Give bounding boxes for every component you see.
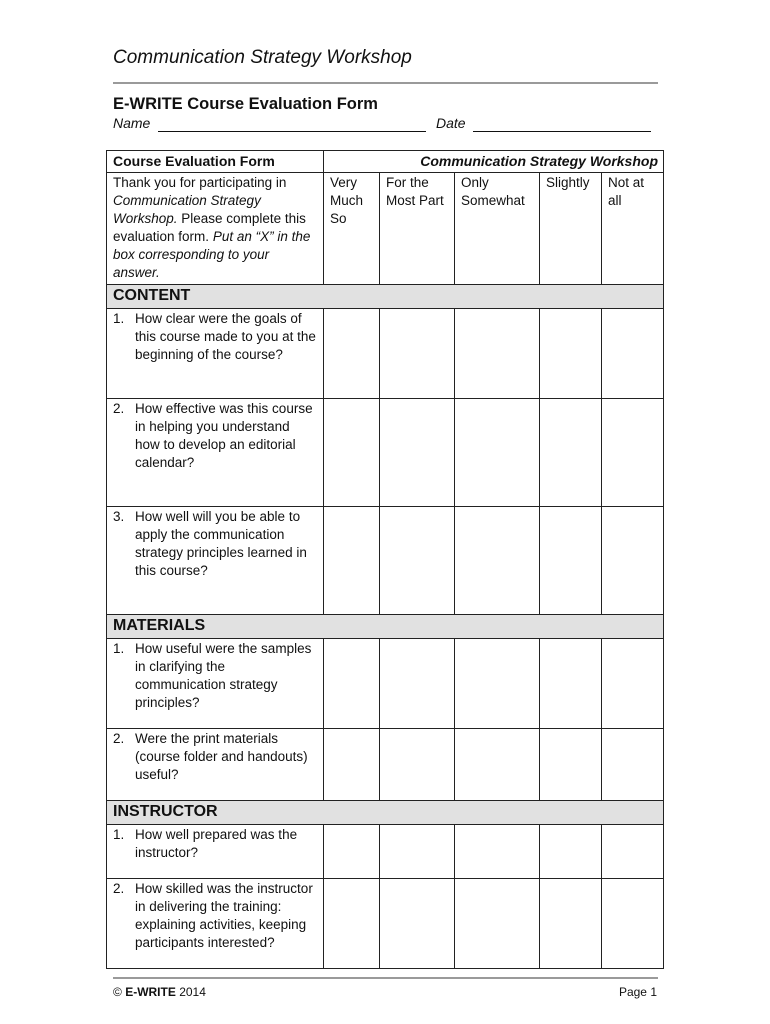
scale-very-much-so: Very Much So — [324, 173, 380, 285]
table-row — [107, 309, 664, 399]
answer-box[interactable] — [540, 729, 602, 801]
question-cell: 2. How effective was this course in helping you understand how to develop an editorial calendar? — [107, 399, 324, 507]
page-number: Page 1 — [618, 985, 657, 999]
answer-box[interactable] — [380, 399, 455, 507]
question-cell: 1. How useful were the samples in clarifying the communication strategy principles? — [107, 639, 324, 729]
answer-box[interactable] — [380, 309, 455, 399]
answer-box[interactable] — [380, 729, 455, 801]
table-row — [107, 507, 664, 615]
document-title: Communication Strategy Workshop — [113, 47, 412, 68]
answer-box[interactable] — [602, 309, 664, 399]
evaluation-table — [106, 150, 664, 969]
table-row — [107, 729, 664, 801]
table-row — [107, 825, 664, 879]
answer-box[interactable] — [455, 879, 540, 969]
question-cell: 2. How skilled was the instructor in delivering the training: explaining activities, keeping participants interested? — [107, 879, 324, 969]
scale-only-somewhat: Only Somewhat — [455, 173, 540, 285]
answer-box[interactable] — [602, 729, 664, 801]
answer-box[interactable] — [324, 507, 380, 615]
footer-copyright — [113, 985, 206, 999]
name-label: Name — [113, 115, 151, 131]
form-title: E-WRITE Course Evaluation Form — [113, 95, 378, 113]
answer-box[interactable] — [380, 825, 455, 879]
answer-box[interactable] — [324, 825, 380, 879]
copyright-symbol: © — [113, 985, 122, 999]
answer-box[interactable] — [540, 507, 602, 615]
answer-box[interactable] — [455, 309, 540, 399]
answer-box[interactable] — [455, 507, 540, 615]
answer-box[interactable] — [602, 399, 664, 507]
answer-box[interactable] — [455, 825, 540, 879]
answer-box[interactable] — [380, 639, 455, 729]
date-field[interactable] — [473, 131, 651, 132]
answer-box[interactable] — [602, 639, 664, 729]
answer-box[interactable] — [324, 399, 380, 507]
question-cell: 1. How clear were the goals of this course made to you at the beginning of the course? — [107, 309, 324, 399]
instructions: Thank you for participating in Communication Strategy Workshop. Please complete this evaluation form. Put an “X” in the box corresponding to your answer. — [107, 173, 324, 285]
scale-for-the-most-part: For the Most Part — [380, 173, 455, 285]
answer-box[interactable] — [380, 507, 455, 615]
answer-box[interactable] — [324, 879, 380, 969]
answer-box[interactable] — [324, 639, 380, 729]
answer-box[interactable] — [602, 825, 664, 879]
answer-box[interactable] — [455, 639, 540, 729]
footer-divider — [113, 977, 658, 979]
answer-box[interactable] — [455, 729, 540, 801]
answer-box[interactable] — [540, 879, 602, 969]
footer-brand: E-WRITE — [125, 985, 176, 999]
footer-year: 2014 — [179, 985, 206, 999]
answer-box[interactable] — [540, 399, 602, 507]
question-cell: 1. How well prepared was the instructor? — [107, 825, 324, 879]
answer-box[interactable] — [455, 399, 540, 507]
section-content-heading: CONTENT — [107, 285, 664, 309]
section-materials-heading: MATERIALS — [107, 615, 664, 639]
table-header-left: Course Evaluation Form — [107, 151, 324, 173]
question-cell: 3. How well will you be able to apply the communication strategy principles learned in this course? — [107, 507, 324, 615]
name-field[interactable] — [158, 131, 426, 132]
scale-not-at-all: Not at all — [602, 173, 664, 285]
answer-box[interactable] — [602, 507, 664, 615]
section-instructor-heading: INSTRUCTOR — [107, 801, 664, 825]
date-label: Date — [436, 115, 466, 131]
answer-box[interactable] — [540, 309, 602, 399]
table-row — [107, 879, 664, 969]
header-divider — [113, 82, 658, 84]
answer-box[interactable] — [602, 879, 664, 969]
question-cell: 2. Were the print materials (course folder and handouts) useful? — [107, 729, 324, 801]
answer-box[interactable] — [540, 639, 602, 729]
answer-box[interactable] — [324, 729, 380, 801]
answer-box[interactable] — [324, 309, 380, 399]
answer-box[interactable] — [380, 879, 455, 969]
scale-slightly: Slightly — [540, 173, 602, 285]
answer-box[interactable] — [540, 825, 602, 879]
table-row — [107, 639, 664, 729]
table-row — [107, 399, 664, 507]
table-header-right: Communication Strategy Workshop — [324, 151, 664, 173]
